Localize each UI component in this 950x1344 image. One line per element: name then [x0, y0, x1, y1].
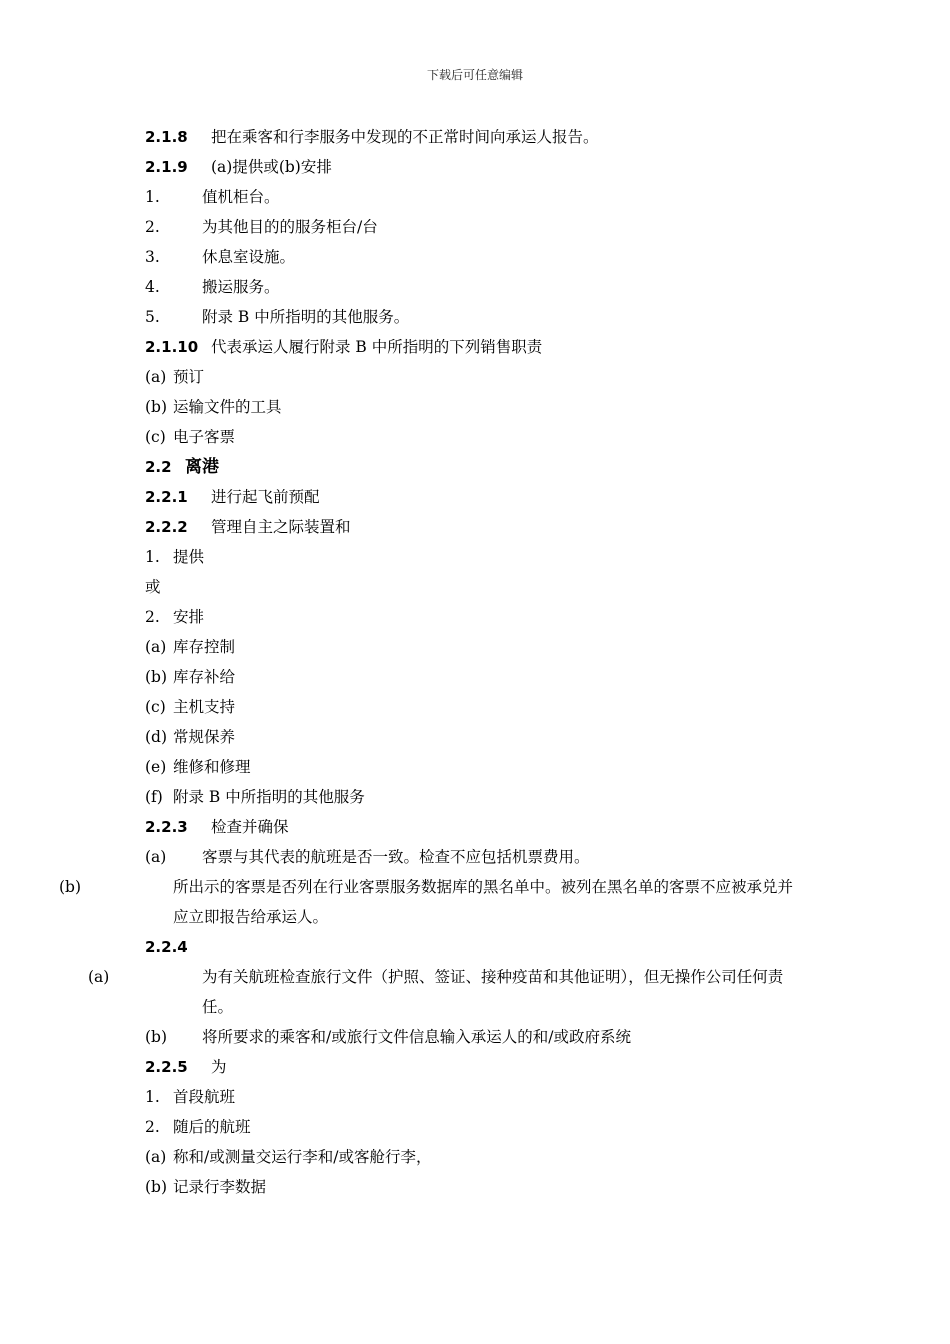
list-item — [145, 362, 805, 392]
clause-number: 2.2.5 — [145, 1058, 188, 1076]
list-item — [145, 1112, 805, 1142]
list-marker: 2. — [145, 1118, 160, 1136]
list-marker: (a) — [145, 368, 167, 386]
list-item — [145, 392, 805, 422]
clause-text: 检查并确保 — [211, 818, 289, 836]
clause-2-2-3 — [145, 812, 805, 842]
conjunction-or: 或 — [145, 578, 161, 596]
list-marker: (b) — [145, 668, 168, 686]
list-item — [145, 662, 805, 692]
clause-text: 进行起飞前预配 — [211, 488, 320, 506]
clause-2-2-4 — [145, 932, 805, 962]
list-marker: (a) — [145, 1148, 167, 1166]
list-marker: (c) — [145, 428, 166, 446]
list-text: 称和/或测量交运行李和/或客舱行李， — [173, 1148, 432, 1166]
list-item — [145, 632, 805, 662]
list-marker: 5. — [145, 308, 160, 326]
list-text: 常规保养 — [173, 728, 236, 746]
clause-2-2-5 — [145, 1052, 805, 1082]
list-item — [145, 1172, 805, 1202]
clause-2-1-8 — [145, 122, 805, 152]
clause-number: 2.2.2 — [145, 518, 188, 536]
list-item — [88, 962, 805, 1022]
clause-2-1-9 — [145, 152, 805, 182]
clause-text: (a)提供或(b)安排 — [211, 158, 332, 176]
list-text: 电子客票 — [173, 428, 236, 446]
list-marker: (a) — [88, 968, 110, 986]
list-item — [145, 692, 805, 722]
list-marker: 2. — [145, 218, 160, 236]
list-item — [145, 182, 805, 212]
list-item — [145, 302, 805, 332]
clause-number: 2.1.8 — [145, 128, 188, 146]
list-text: 记录行李数据 — [173, 1178, 267, 1196]
clause-text: 为 — [211, 1058, 227, 1076]
list-item — [59, 872, 805, 932]
list-text: 将所要求的乘客和/或旅行文件信息输入承运人的和/或政府系统 — [202, 1028, 631, 1046]
list-text: 首段航班 — [173, 1088, 236, 1106]
list-text: 为其他目的的服务柜台/台 — [202, 218, 378, 236]
list-text: 客票与其代表的航班是否一致。检查不应包括机票费用。 — [202, 848, 590, 866]
list-item — [145, 542, 805, 572]
section-heading-2-2 — [145, 452, 805, 482]
list-marker: (e) — [145, 758, 167, 776]
list-item — [145, 212, 805, 242]
clause-2-2-2 — [145, 512, 805, 542]
list-text: 维修和修理 — [173, 758, 251, 776]
clause-text: 把在乘客和行李服务中发现的不正常时间向承运人报告。 — [211, 128, 599, 146]
list-text: 搬运服务。 — [202, 278, 280, 296]
list-marker: (f) — [145, 788, 163, 806]
list-item — [145, 422, 805, 452]
list-marker: (b) — [145, 1178, 168, 1196]
list-text: 提供 — [173, 548, 205, 566]
section-title: 离港 — [185, 457, 219, 477]
list-marker: (a) — [145, 848, 167, 866]
document-body — [59, 122, 805, 1202]
list-marker: 4. — [145, 278, 160, 296]
list-item — [145, 782, 805, 812]
list-marker: (d) — [145, 728, 168, 746]
list-text: 随后的航班 — [173, 1118, 251, 1136]
list-marker: (b) — [145, 398, 168, 416]
page-header: 下载后可任意编辑 — [426, 68, 523, 82]
list-marker: (a) — [145, 638, 167, 656]
clause-number: 2.2.4 — [145, 938, 188, 956]
list-text: 附录 B 中所指明的其他服务。 — [202, 308, 410, 326]
clause-text: 管理自主之际装置和 — [211, 518, 351, 536]
list-item — [145, 1022, 805, 1052]
list-marker: 1. — [145, 548, 160, 566]
clause-2-1-10 — [145, 332, 805, 362]
list-item — [145, 602, 805, 632]
list-text: 运输文件的工具 — [173, 398, 282, 416]
list-item — [145, 752, 805, 782]
list-text: 值机柜台。 — [202, 188, 280, 206]
list-marker: (c) — [145, 698, 166, 716]
list-item — [145, 1142, 805, 1172]
clause-number: 2.2.3 — [145, 818, 188, 836]
clause-text: 代表承运人履行附录 B 中所指明的下列销售职责 — [211, 338, 543, 356]
list-marker: 3. — [145, 248, 160, 266]
list-marker: (b) — [145, 1028, 168, 1046]
list-text: 预订 — [173, 368, 205, 386]
list-item — [145, 842, 805, 872]
list-item — [145, 272, 805, 302]
clause-number: 2.1.9 — [145, 158, 188, 176]
list-item — [145, 1082, 805, 1112]
list-text: 为有关航班检查旅行文件（护照、签证、接种疫苗和其他证明），但无操作公司任何责任。 — [202, 968, 784, 1016]
list-text: 所出示的客票是否列在行业客票服务数据库的黑名单中。被列在黑名单的客票不应被承兑并应立即报告给承运人。 — [173, 878, 794, 926]
list-text: 库存控制 — [173, 638, 236, 656]
list-item — [145, 722, 805, 752]
list-marker: (b) — [59, 878, 82, 896]
list-text: 休息室设施。 — [202, 248, 296, 266]
list-text: 主机支持 — [173, 698, 236, 716]
list-text: 附录 B 中所指明的其他服务 — [173, 788, 365, 806]
list-marker: 2. — [145, 608, 160, 626]
list-text: 安排 — [173, 608, 205, 626]
section-number: 2.2 — [145, 458, 172, 476]
list-text: 库存补给 — [173, 668, 236, 686]
list-item — [145, 242, 805, 272]
clause-number: 2.2.1 — [145, 488, 188, 506]
clause-number: 2.1.10 — [145, 338, 199, 356]
list-marker: 1. — [145, 1088, 160, 1106]
list-marker: 1. — [145, 188, 160, 206]
clause-2-2-1 — [145, 482, 805, 512]
